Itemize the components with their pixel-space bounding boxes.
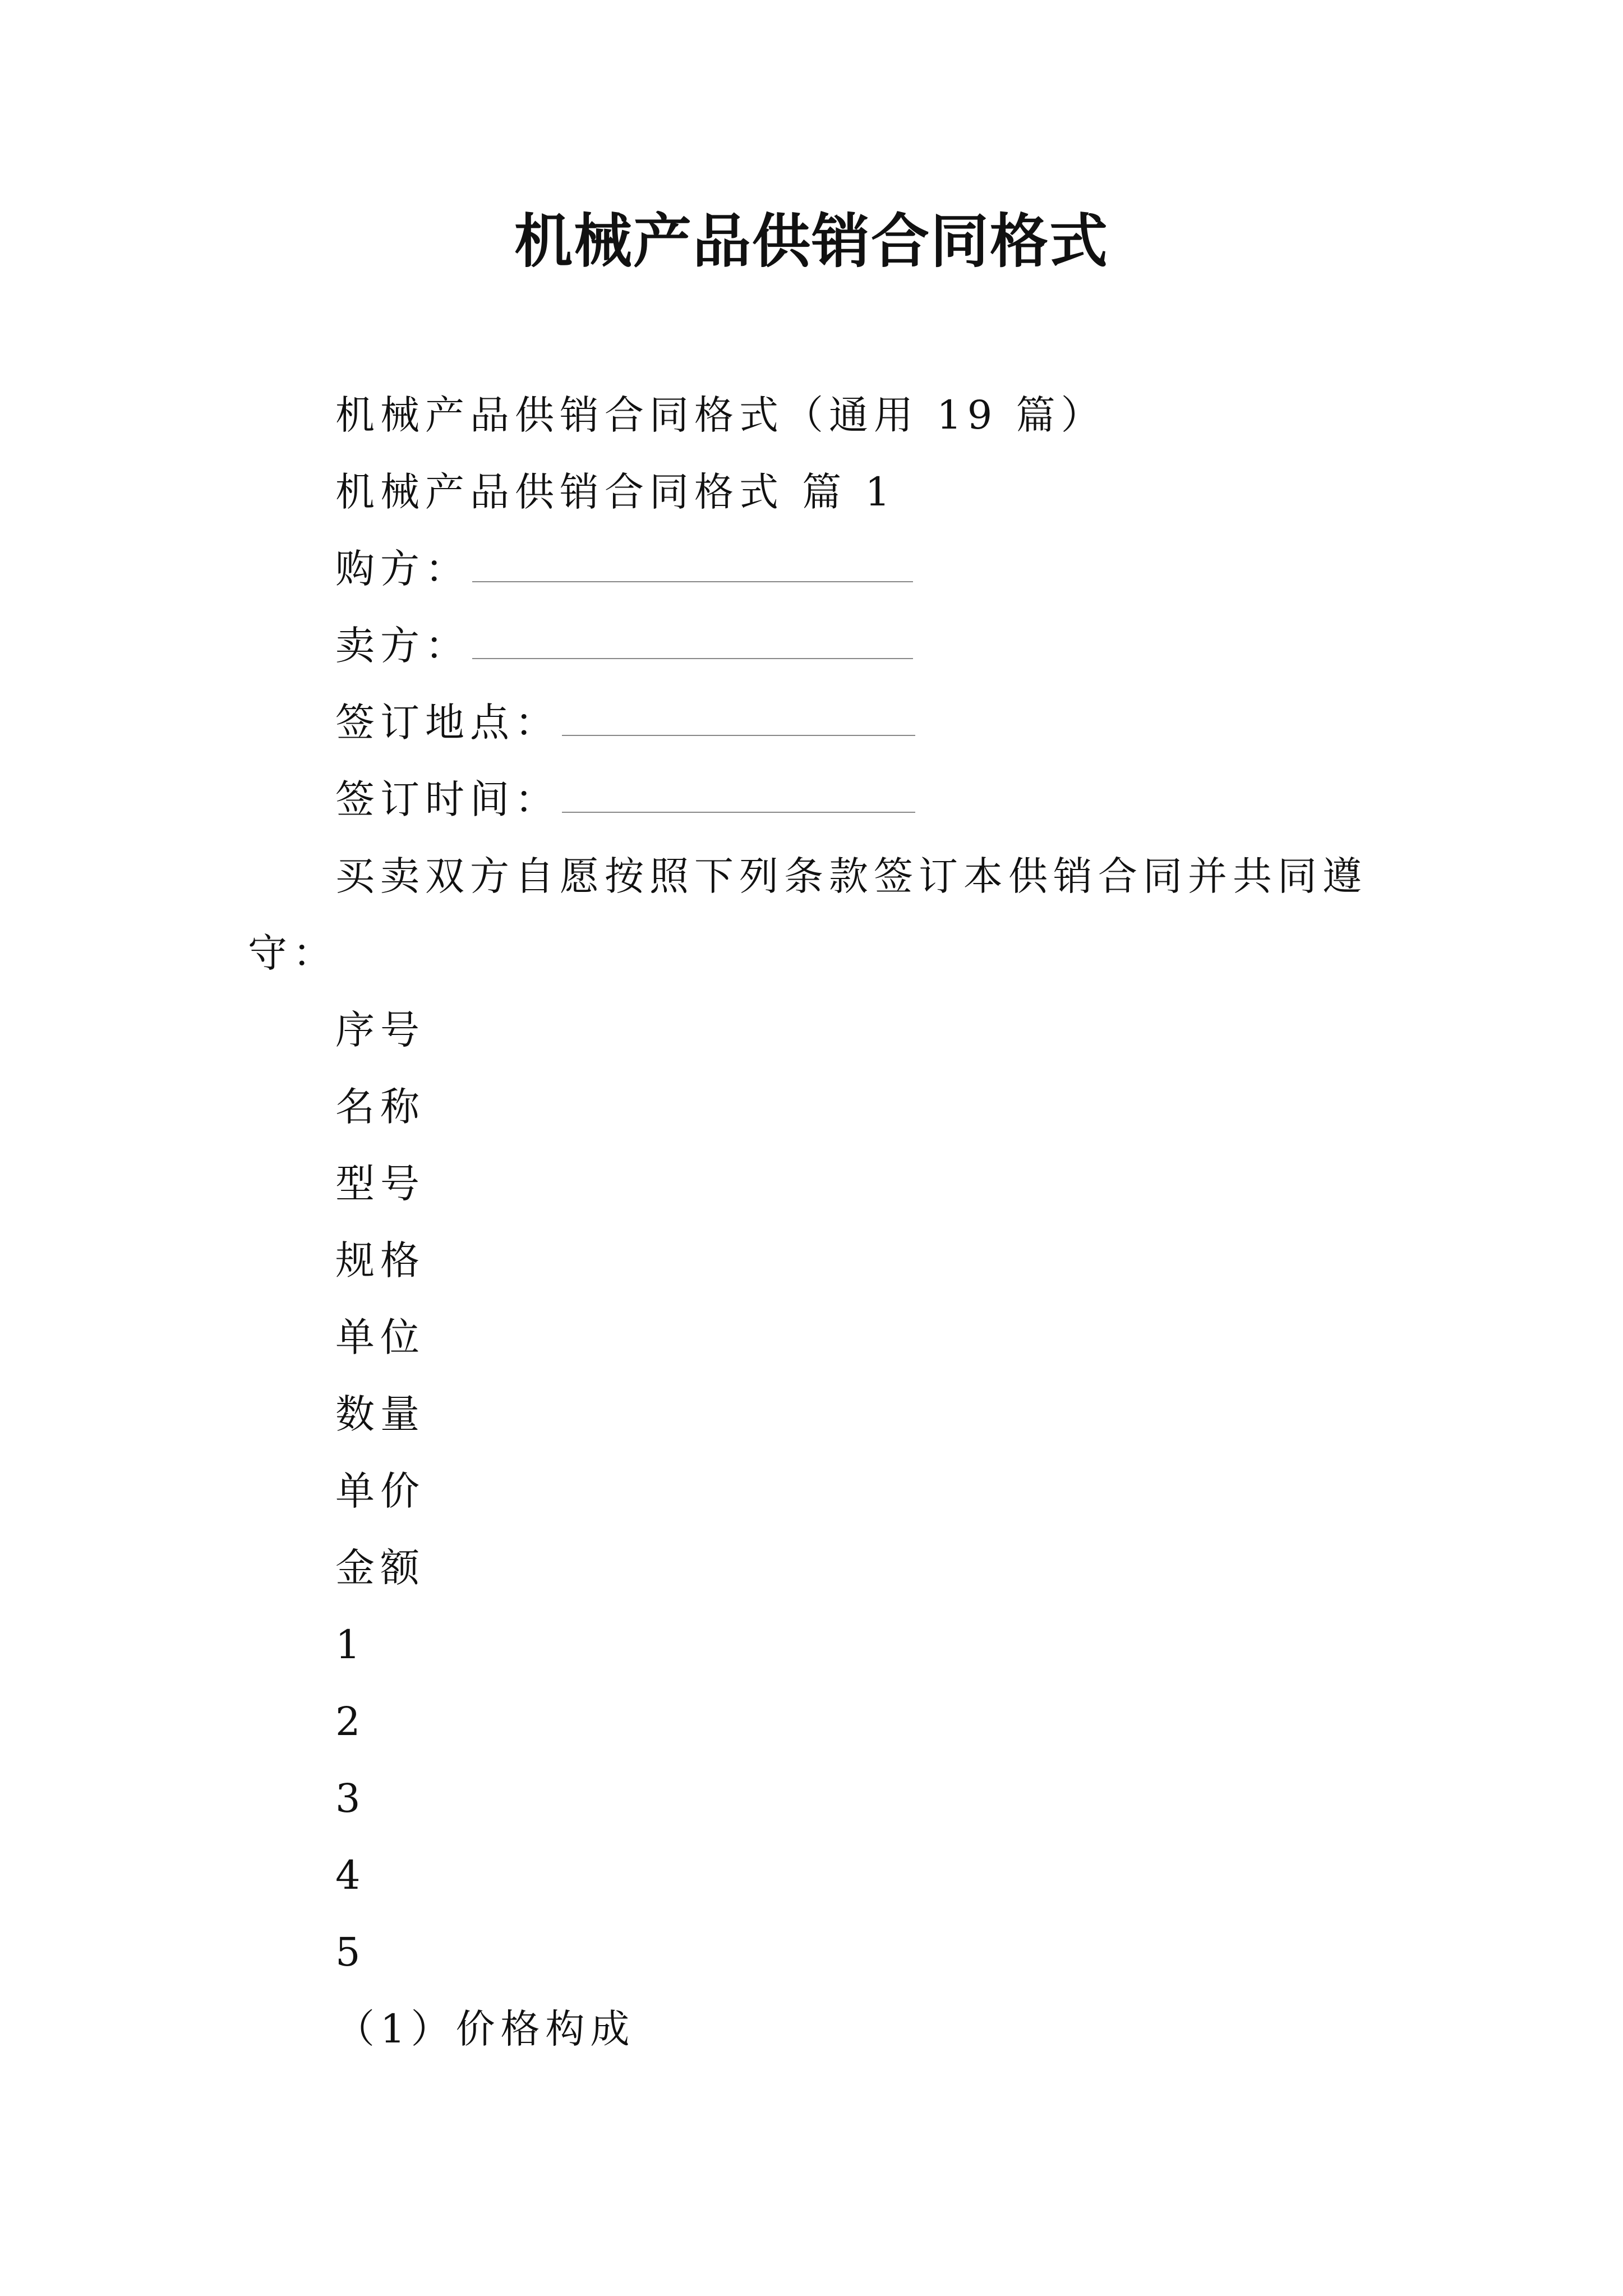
table-header-spec: 规格 (335, 1237, 425, 1283)
buyer-field (335, 541, 913, 597)
table-header-model: 型号 (335, 1161, 425, 1207)
table-row-number: 4 (335, 1852, 366, 1898)
intro-paragraph-line1: 买卖双方自愿按照下列条款签订本供销合同并共同遵 (335, 853, 1367, 899)
document-title: 机械产品供销合同格式 (514, 206, 1109, 275)
table-header-amount: 金额 (335, 1545, 425, 1591)
table-row-number: 3 (335, 1775, 366, 1821)
table-header-unit-price: 单价 (335, 1468, 425, 1514)
table-row-number: 2 (335, 1699, 366, 1745)
signing-time-blank (562, 789, 915, 813)
seller-blank (472, 636, 913, 659)
signing-time-label: 签订时间： (335, 776, 560, 822)
signing-place-label: 签订地点： (335, 700, 560, 746)
seller-field (335, 618, 913, 674)
table-row-number: 5 (335, 1929, 366, 1975)
table-header-unit: 单位 (335, 1314, 425, 1360)
clause-price-composition: （1）价格构成 (335, 2006, 635, 2052)
section-heading: 机械产品供销合同格式 篇 1 (335, 469, 896, 515)
table-row-number: 1 (335, 1622, 366, 1668)
buyer-blank (472, 559, 913, 582)
signing-place-field (335, 694, 915, 751)
seller-label: 卖方： (335, 623, 470, 669)
signing-place-blank (562, 712, 915, 736)
intro-paragraph-line2: 守： (248, 930, 338, 976)
table-header-name: 名称 (335, 1084, 425, 1130)
signing-time-field (335, 771, 915, 827)
table-header-quantity: 数量 (335, 1391, 425, 1437)
buyer-label: 购方： (335, 546, 470, 592)
document-subtitle: 机械产品供销合同格式（通用 19 篇） (335, 392, 1106, 438)
table-header-index: 序号 (335, 1007, 425, 1053)
